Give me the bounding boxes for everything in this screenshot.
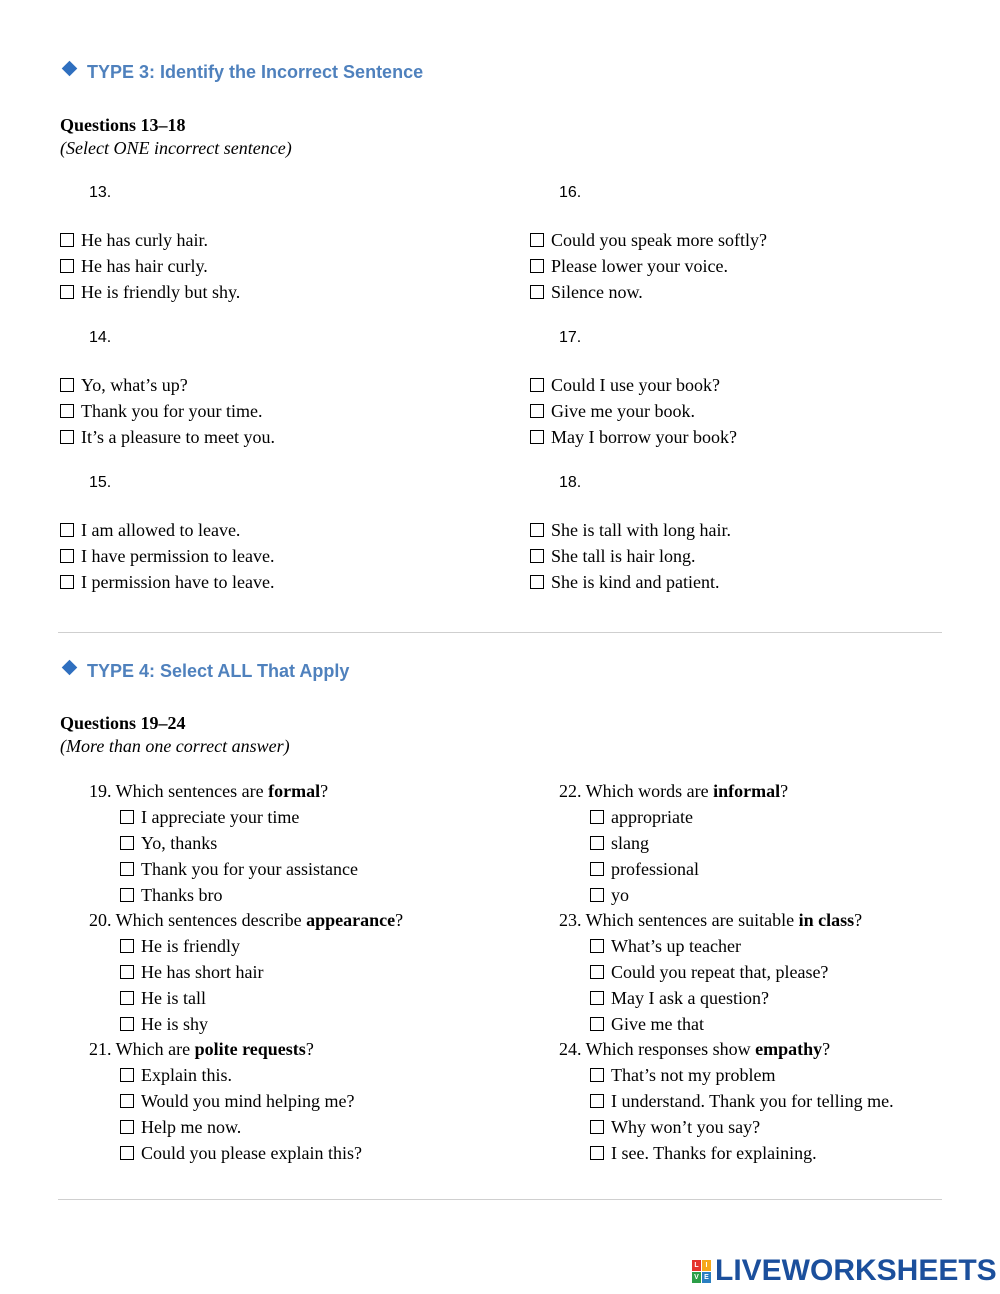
section-divider [58, 1199, 942, 1200]
option-label: Could I use your book? [551, 375, 720, 395]
option-row[interactable] [89, 1114, 403, 1140]
question-text: 22. Which words are [559, 781, 714, 801]
option-label: That’s not my problem [611, 1065, 776, 1085]
question-text: 20. Which sentences describe [89, 910, 307, 930]
option-row[interactable] [559, 985, 894, 1011]
option-row[interactable] [559, 959, 894, 985]
diamond-bullet-icon [62, 660, 78, 676]
option-label: Please lower your voice. [551, 256, 728, 276]
checkbox-icon[interactable] [60, 430, 74, 444]
liveworksheets-logo [692, 1254, 997, 1288]
question-23 [559, 908, 894, 933]
checkbox-icon[interactable] [530, 233, 544, 247]
option-label: I appreciate your time [141, 807, 300, 827]
option-row[interactable] [559, 1114, 894, 1140]
option-row[interactable] [530, 372, 737, 398]
option-row[interactable] [559, 1140, 894, 1166]
option-row[interactable] [60, 227, 240, 253]
option-label: It’s a pleasure to meet you. [81, 427, 275, 447]
option-label: Give me that [611, 1014, 704, 1034]
checkbox-icon[interactable] [120, 1094, 134, 1108]
logo-tile: L [692, 1260, 701, 1271]
question-24 [559, 1037, 894, 1062]
type4-left-column [89, 779, 403, 1166]
checkbox-icon[interactable] [60, 259, 74, 273]
checkbox-icon[interactable] [590, 1094, 604, 1108]
option-label: I understand. Thank you for telling me. [611, 1091, 894, 1111]
option-label: slang [611, 833, 649, 853]
option-row[interactable] [559, 933, 894, 959]
option-row[interactable] [559, 1088, 894, 1114]
question-15-number: 15. [89, 474, 112, 491]
checkbox-icon[interactable] [590, 1120, 604, 1134]
question-suffix: ? [305, 1039, 314, 1059]
question-13-number: 13. [89, 184, 112, 201]
question-suffix: ? [822, 1039, 831, 1059]
option-label: Thank you for your assistance [141, 859, 358, 879]
question-20 [89, 908, 403, 933]
checkbox-icon[interactable] [590, 1017, 604, 1031]
option-row[interactable] [60, 569, 274, 595]
option-label: Could you repeat that, please? [611, 962, 829, 982]
option-row[interactable] [89, 830, 403, 856]
checkbox-icon[interactable] [530, 285, 544, 299]
question-text: 21. Which are [89, 1039, 195, 1059]
option-label: I see. Thanks for explaining. [611, 1143, 817, 1163]
question-18-number: 18. [559, 474, 582, 491]
question-19 [89, 779, 403, 804]
option-row[interactable] [89, 804, 403, 830]
question-16-number: 16. [559, 184, 582, 201]
question-suffix: ? [854, 910, 863, 930]
option-label: Would you mind helping me? [141, 1091, 355, 1111]
option-label: I permission have to leave. [81, 572, 275, 592]
option-label: Silence now. [551, 282, 643, 302]
option-label: Yo, what’s up? [81, 375, 188, 395]
option-row[interactable] [89, 1011, 403, 1037]
checkbox-icon[interactable] [590, 836, 604, 850]
checkbox-icon[interactable] [120, 1017, 134, 1031]
question-16-options [530, 227, 767, 305]
question-18-options [530, 517, 731, 595]
option-label: May I ask a question? [611, 988, 769, 1008]
option-label: I have permission to leave. [81, 546, 275, 566]
option-label: May I borrow your book? [551, 427, 737, 447]
option-row[interactable] [89, 959, 403, 985]
logo-mark-icon [692, 1260, 711, 1283]
option-row[interactable] [530, 569, 731, 595]
option-row[interactable] [530, 227, 767, 253]
option-label: Give me your book. [551, 401, 695, 421]
checkbox-icon[interactable] [530, 430, 544, 444]
checkbox-icon[interactable] [590, 862, 604, 876]
option-label: She is kind and patient. [551, 572, 720, 592]
checkbox-icon[interactable] [120, 991, 134, 1005]
option-label: appropriate [611, 807, 693, 827]
option-label: He has curly hair. [81, 230, 208, 250]
option-label: Thank you for your time. [81, 401, 263, 421]
logo-tile: E [702, 1272, 711, 1283]
option-row[interactable] [559, 804, 894, 830]
checkbox-icon[interactable] [530, 523, 544, 537]
type4-heading [60, 661, 349, 682]
option-label: Yo, thanks [141, 833, 218, 853]
option-row[interactable] [89, 1140, 403, 1166]
option-row[interactable] [559, 1062, 894, 1088]
question-keyword: empathy [755, 1039, 823, 1059]
option-label: Help me now. [141, 1117, 242, 1137]
checkbox-icon[interactable] [530, 549, 544, 563]
checkbox-icon[interactable] [120, 1068, 134, 1082]
checkbox-icon[interactable] [590, 991, 604, 1005]
question-text: 23. Which sentences are suitable [559, 910, 799, 930]
option-row[interactable] [559, 856, 894, 882]
option-label: Could you please explain this? [141, 1143, 362, 1163]
type4-right-column [559, 779, 894, 1166]
question-15-options [60, 517, 274, 595]
question-17-number: 17. [559, 329, 582, 346]
checkbox-icon[interactable] [590, 888, 604, 902]
checkbox-icon[interactable] [60, 378, 74, 392]
checkbox-icon[interactable] [60, 549, 74, 563]
option-label: She tall is hair long. [551, 546, 696, 566]
question-13-options [60, 227, 240, 305]
question-text: 19. Which sentences are [89, 781, 269, 801]
option-label: He has short hair [141, 962, 264, 982]
type4-heading-text: TYPE 4: Select ALL That Apply [87, 661, 350, 681]
option-label: yo [611, 885, 629, 905]
checkbox-icon[interactable] [120, 888, 134, 902]
checkbox-icon[interactable] [530, 259, 544, 273]
option-row[interactable] [60, 517, 274, 543]
option-row[interactable] [60, 424, 275, 450]
checkbox-icon[interactable] [590, 939, 604, 953]
question-21 [89, 1037, 403, 1062]
checkbox-icon[interactable] [530, 378, 544, 392]
option-row[interactable] [89, 856, 403, 882]
checkbox-icon[interactable] [120, 836, 134, 850]
option-label: He is friendly [141, 936, 240, 956]
checkbox-icon[interactable] [530, 404, 544, 418]
option-label: professional [611, 859, 699, 879]
checkbox-icon[interactable] [530, 575, 544, 589]
option-label: What’s up teacher [611, 936, 741, 956]
type3-questions-subtitle: (Select ONE incorrect sentence) [60, 138, 292, 158]
option-row[interactable] [60, 543, 274, 569]
logo-tile: I [702, 1260, 711, 1271]
logo-text: LIVEWORKSHEETS [715, 1254, 997, 1287]
checkbox-icon[interactable] [60, 233, 74, 247]
option-row[interactable] [89, 1062, 403, 1088]
checkbox-icon[interactable] [60, 285, 74, 299]
option-row[interactable] [60, 398, 275, 424]
option-row[interactable] [89, 985, 403, 1011]
checkbox-icon[interactable] [120, 1120, 134, 1134]
option-label: I am allowed to leave. [81, 520, 241, 540]
checkbox-icon[interactable] [590, 965, 604, 979]
checkbox-icon[interactable] [60, 523, 74, 537]
type3-heading-text: TYPE 3: Identify the Incorrect Sentence [87, 62, 424, 82]
option-row[interactable] [89, 1088, 403, 1114]
option-label: Thanks bro [141, 885, 223, 905]
checkbox-icon[interactable] [120, 862, 134, 876]
option-row[interactable] [530, 279, 767, 305]
option-row[interactable] [530, 517, 731, 543]
option-row[interactable] [559, 882, 894, 908]
option-label: Could you speak more softly? [551, 230, 767, 250]
question-suffix: ? [320, 781, 329, 801]
option-label: He has hair curly. [81, 256, 208, 276]
diamond-bullet-icon [62, 61, 78, 77]
option-row[interactable] [530, 398, 737, 424]
checkbox-icon[interactable] [60, 404, 74, 418]
option-row[interactable] [559, 830, 894, 856]
checkbox-icon[interactable] [120, 965, 134, 979]
option-label: He is tall [141, 988, 206, 1008]
option-label: Explain this. [141, 1065, 232, 1085]
option-row[interactable] [530, 253, 767, 279]
question-keyword: informal [713, 781, 781, 801]
question-17-options [530, 372, 737, 450]
option-label: Why won’t you say? [611, 1117, 761, 1137]
checkbox-icon[interactable] [590, 1146, 604, 1160]
section-divider [58, 632, 942, 633]
question-14-number: 14. [89, 329, 112, 346]
question-suffix: ? [395, 910, 404, 930]
option-row[interactable] [89, 882, 403, 908]
logo-tile: V [692, 1272, 701, 1283]
option-row[interactable] [530, 424, 737, 450]
question-keyword: formal [268, 781, 321, 801]
option-row[interactable] [530, 543, 731, 569]
type3-heading [60, 62, 423, 83]
type3-questions-title: Questions 13–18 [60, 115, 186, 135]
checkbox-icon[interactable] [120, 810, 134, 824]
checkbox-icon[interactable] [590, 1068, 604, 1082]
option-label: She is tall with long hair. [551, 520, 731, 540]
checkbox-icon[interactable] [120, 1146, 134, 1160]
type4-questions-subtitle: (More than one correct answer) [60, 736, 290, 756]
question-text: 24. Which responses show [559, 1039, 756, 1059]
question-keyword: in class [798, 910, 855, 930]
type4-questions-title: Questions 19–24 [60, 713, 186, 733]
question-suffix: ? [780, 781, 789, 801]
checkbox-icon[interactable] [120, 939, 134, 953]
option-row[interactable] [60, 253, 240, 279]
checkbox-icon[interactable] [590, 810, 604, 824]
option-row[interactable] [559, 1011, 894, 1037]
question-14-options [60, 372, 275, 450]
question-22 [559, 779, 894, 804]
option-label: He is friendly but shy. [81, 282, 241, 302]
option-row[interactable] [60, 372, 275, 398]
option-row[interactable] [60, 279, 240, 305]
option-label: He is shy [141, 1014, 208, 1034]
question-keyword: polite requests [194, 1039, 306, 1059]
option-row[interactable] [89, 933, 403, 959]
checkbox-icon[interactable] [60, 575, 74, 589]
question-keyword: appearance [306, 910, 396, 930]
